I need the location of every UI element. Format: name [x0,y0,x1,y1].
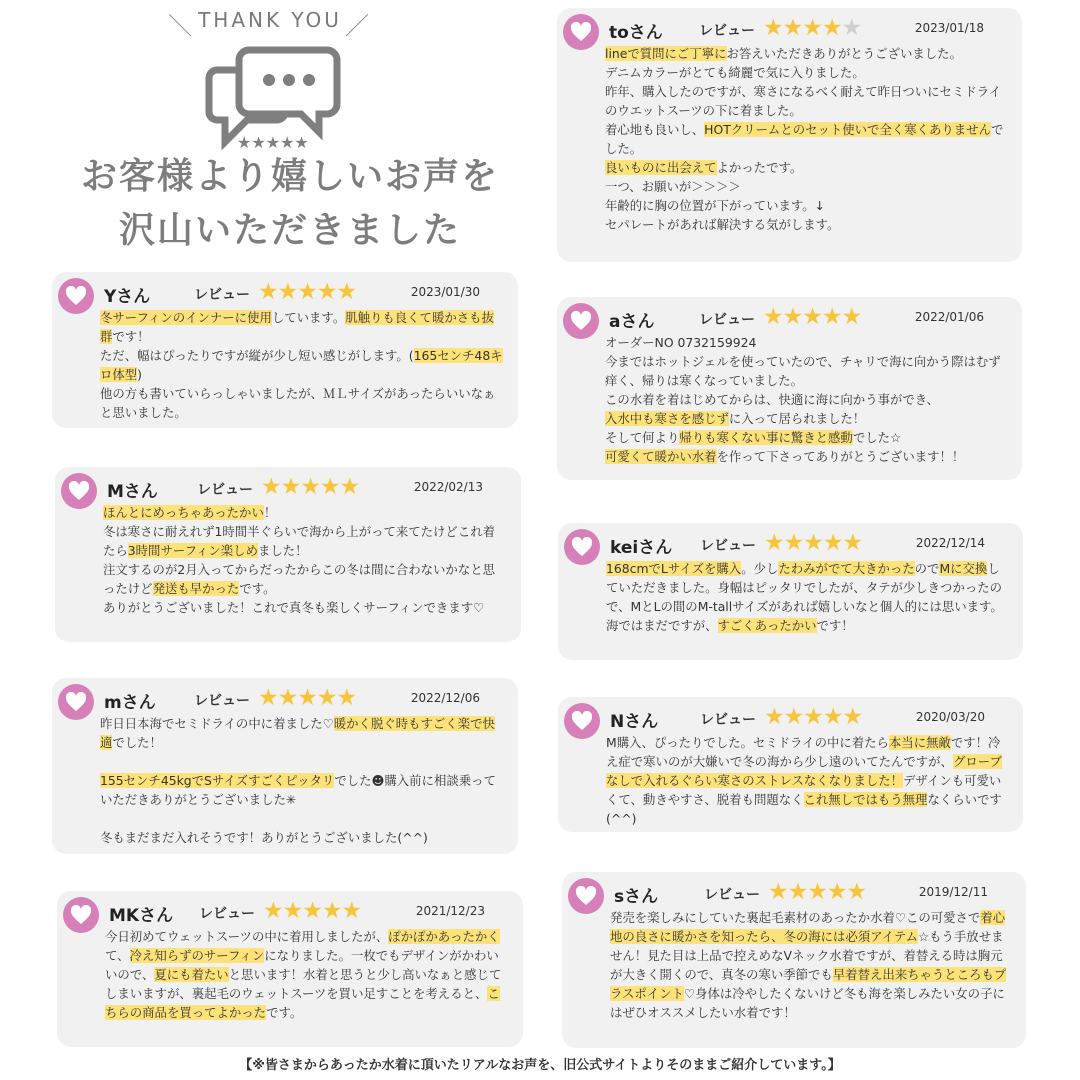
heart-icon [571,711,593,731]
text-segment: なくらいです(^^) [606,792,1002,826]
review-date: 2022/02/13 [413,480,483,494]
star-rating [768,880,866,904]
text-segment: 今日初めてウェットスーツの中に着用しましたが、 [105,929,389,944]
text-segment: でした！ [112,735,162,750]
heart-icon [70,905,92,925]
highlighted-text: 夏にも着たい [154,967,229,982]
highlighted-text: たわみがでて大きかった [778,561,915,576]
star-filled-icon: ★ [822,704,843,730]
text-segment: M購入、ぴったりでした。セミドライの中に着たら [606,735,889,750]
star-rating [261,475,359,499]
text-segment: ました！ 注文するのが2月入ってからだったからこの冬は間に合わないかなと思ったけど [103,543,495,596]
star-rating [764,705,862,729]
star-filled-icon: ★ [763,15,783,41]
highlighted-text: 着心地の良さに暖かさを知ったら、冬の海には必須アイテム [610,910,1006,944]
heart-icon [575,886,597,906]
review-label: レビュー [704,887,760,903]
star-filled-icon: ★ [277,279,298,305]
star-filled-icon: ★ [802,304,822,330]
highlighted-text: グローブなしで入れるぐらい寒さのストレスなくなりました！ [606,754,1002,788]
avatar [564,703,600,739]
review-card [558,697,1023,832]
text-segment: ！ 冬は寒さに耐えれず1時間半ぐらいで海から上がって来てたけどこれ着たら [103,505,495,558]
review-text [606,559,1009,635]
star-filled-icon: ★ [807,879,827,905]
highlighted-text: こちらの商品を買ってよかった [105,986,500,1020]
reviewer-name: toさん [609,23,663,43]
text-segment: していただきました。身幅はピッタリでしたが、タテが少しきつかったので、MとLの間のM-tallサイズがあれば嬉しいなと個人的には思います。海ではまだですが、 [606,561,1003,633]
review-text [605,44,1008,234]
footer-note: 【※皆さまからあったか水着に頂いたリアルなお声を、旧公式サイトよりそのままご紹介しています。】 [239,1058,841,1073]
review-date: 2019/12/11 [918,885,988,899]
text-segment: でした☻購入前に相談乗っていただきありがとうございました✳ 冬もまだまだ入れそうです！ありがとうございました(^^) [100,773,496,845]
slash-left-icon: ＼ [168,12,195,40]
review-label: レビュー [197,482,253,498]
star-rating [764,531,862,555]
star-filled-icon: ★ [782,15,803,41]
avatar [58,278,94,314]
review-text [105,927,509,1022]
star-filled-icon: ★ [763,304,783,330]
highlighted-text: 本当に無敵 [888,735,951,750]
highlighted-text: 暖かく脱ぐ時もすごく楽で快適 [100,716,495,750]
review-label: レビュー [699,23,755,39]
star-rating [763,16,861,40]
reviewer-name: mさん [104,693,156,713]
review-label: レビュー [194,693,250,709]
review-label: レビュー [194,287,250,303]
review-label: レビュー [700,538,756,554]
avatar [563,303,599,339]
slash-right-icon: ／ [345,12,372,40]
star-filled-icon: ★ [263,898,283,924]
avatar [61,473,97,509]
review-date: 2022/01/06 [914,310,984,324]
text-segment: ) 他の方も書いていらっしゃいましたが、ＭＬサイズがあったらいいなぁと思いました。 [100,367,496,420]
star-filled-icon: ★ [258,279,278,305]
star-filled-icon: ★ [341,898,362,924]
star-rating [763,305,861,329]
highlighted-text: 155センチ45kgでSサイズすごくピッタリ [100,773,335,788]
star-rating [258,280,356,304]
text-segment: デザインも可愛いくて、動きやすさ、脱着も問題なく [606,773,1002,807]
highlighted-text: 3時間サーフィン楽しめ [127,543,258,558]
review-date: 2021/12/23 [415,904,485,918]
review-card [57,891,523,1047]
review-date: 2023/01/18 [914,21,984,35]
star-filled-icon: ★ [783,704,804,730]
text-segment: よかったです。 一つ、お願いが＞＞＞＞ 年齢的に胸の位置が下がっています。↓ セパレートがあれば解決する気がします。 [605,160,840,232]
review-text [610,908,1012,1022]
highlighted-text: 帰りも寒くない事に驚きと感動 [679,430,853,445]
text-segment: です。 ありがとうございました！これで真冬も楽しくサーフィンできます♡ [103,581,485,615]
highlighted-text: 165センチ48キロ体型 [100,348,503,382]
star-filled-icon: ★ [297,279,317,305]
review-card [558,523,1023,660]
highlighted-text: 冬サーフィンのインナーに使用 [100,310,272,325]
highlighted-text: 冷え知らずのサーフィン [129,948,265,963]
star-filled-icon: ★ [782,304,803,330]
highlighted-text: これ無しではもう無理 [803,792,928,807]
avatar [564,529,600,565]
star-filled-icon: ★ [803,704,823,730]
review-text [103,503,507,617]
star-empty-icon: ★ [841,15,862,41]
star-filled-icon: ★ [297,685,317,711]
star-filled-icon: ★ [764,704,784,730]
heart-icon [65,286,87,306]
star-filled-icon: ★ [821,15,842,41]
star-filled-icon: ★ [826,879,847,905]
reviewer-name: aさん [609,312,655,332]
highlighted-text: lineで質問にご丁寧に [605,46,727,61]
star-filled-icon: ★ [787,879,808,905]
star-filled-icon: ★ [764,530,784,556]
heart-icon [570,22,592,42]
highlighted-text: 肌触りも良くて暖かさも抜群 [100,310,494,344]
review-date: 2020/03/20 [915,710,985,724]
review-text [605,333,1008,466]
text-segment: でした☆ [852,430,902,445]
review-text [606,733,1009,828]
star-filled-icon: ★ [336,685,357,711]
highlighted-text: Mに交換 [939,561,988,576]
review-card [55,467,521,642]
reviewer-name: sさん [614,887,659,907]
heart-icon [571,537,593,557]
heart-icon [68,481,90,501]
text-segment: 昨日日本海でセミドライの中に着ました♡ [100,716,334,731]
text-segment: オーダーNO 0732159924 今まではホットジェルを使っていたので、チャリで海に向かう際はむず痒く、帰りは寒くなっていました。 この水着を着はじめてからは、快適に海に向かう事ができ、 [605,335,1001,407]
highlighted-text: HOTクリームとのセット使いで全く寒くありません [704,122,991,137]
thank-you-text: THANK YOU [198,8,342,32]
text-segment: 。少し [741,561,779,576]
star-filled-icon: ★ [316,279,337,305]
star-filled-icon: ★ [277,685,298,711]
star-filled-icon: ★ [339,474,360,500]
star-filled-icon: ★ [319,474,340,500]
highlighted-text: 良いものに出会えて [605,160,717,175]
review-date: 2023/01/30 [410,285,480,299]
review-label: レビュー [199,906,255,922]
text-segment: に入って居られました！ そして何より [605,411,866,445]
review-card [562,872,1026,1048]
star-filled-icon: ★ [282,898,303,924]
star-filled-icon: ★ [783,530,804,556]
review-card [52,272,518,428]
highlighted-text: ほんとにめっちゃあったかい [103,505,264,520]
star-rating [263,899,361,923]
avatar [58,684,94,720]
star-filled-icon: ★ [822,530,843,556]
avatar [63,897,99,933]
speech-bubble-icon [205,42,345,152]
review-card [557,297,1022,480]
review-text [100,308,504,422]
star-rating [258,686,356,710]
reviewer-name: Nさん [610,712,659,732]
review-label: レビュー [700,712,756,728]
highlighted-text: 入水中も寒さを感じず [605,411,729,426]
review-date: 2022/12/06 [410,691,480,705]
review-card [557,8,1022,262]
avatar [563,14,599,50]
review-label: レビュー [699,312,755,328]
thank-you-heading [168,8,372,40]
text-segment: です！冷え症で寒いのが大嫌いで冬の海から少し遠のいてたんですが、 [606,735,1001,769]
star-filled-icon: ★ [261,474,281,500]
reviewer-name: Mさん [107,482,158,502]
review-card [52,678,518,854]
text-segment: を作って下さってありがとうございます！！ [716,449,965,464]
star-filled-icon: ★ [803,530,823,556]
star-filled-icon: ★ [821,304,842,330]
review-text [100,714,504,847]
star-filled-icon: ★ [336,279,357,305]
star-filled-icon: ★ [302,898,322,924]
highlighted-text: 168cmでLサイズを購入 [606,561,742,576]
heart-icon [570,311,592,331]
highlighted-text: ぽかぽかあったかく [388,929,500,944]
reviewer-name: keiさん [610,538,673,558]
heart-icon [65,692,87,712]
highlighted-text: 発送も早かった [152,581,240,596]
text-segment: お答えいただきありがとうございました。 デニムカラーがとても綺麗で気に入りました。 昨年、購入したのですが、寒さになるべく耐えて昨日ついにセミドライのウエットスーツの下に着ました。 着心地も良いし、 [605,46,1002,137]
text-segment: ので [914,561,940,576]
highlighted-text: すごくあったかい [717,618,817,633]
star-filled-icon: ★ [300,474,320,500]
star-filled-icon: ★ [841,304,862,330]
headline-line-1: お客様より嬉しいお声を [80,156,499,197]
star-filled-icon: ★ [280,474,301,500]
star-filled-icon: ★ [321,898,342,924]
reviewer-name: MKさん [109,906,174,926]
text-segment: でした。 [605,122,1004,156]
headline [50,150,530,258]
text-segment: です。 [266,1005,303,1020]
star-filled-icon: ★ [802,15,822,41]
text-segment: です！ [816,618,854,633]
text-segment: と思います！水着と思うと少し高いなぁと感じてしまいますが、裏起毛のウェットスーツを買い足すことを考えると、 [105,967,502,1001]
star-filled-icon: ★ [258,685,278,711]
headline-line-2: 沢山いただきました [118,210,461,251]
star-filled-icon: ★ [316,685,337,711]
text-segment: 発売を楽しみにしていた裏起毛素材のあったか水着♡この可愛さで [610,910,981,925]
highlighted-text: 可愛くて暖かい水着 [605,449,717,464]
star-filled-icon: ★ [846,879,867,905]
highlighted-text: 早着替え出来ちゃうところもプラスポイント [610,967,1007,1001]
text-segment: です！ ただ、幅はぴったりですが縦が少し短い感じがします。( [100,329,414,363]
avatar [568,878,604,914]
text-segment: になりました。一枚でもデザインがかわいいので、 [105,948,499,982]
star-filled-icon: ★ [768,879,788,905]
star-filled-icon: ★ [842,530,863,556]
text-segment: て、 [105,948,130,963]
reviewer-name: Yさん [104,287,151,307]
review-date: 2022/12/14 [915,536,985,550]
text-segment: ♡身体は冷やしたくないけど冬も海を楽しみたい女の子にはぜひオススメしたい水着です！ [610,986,1005,1020]
text-segment: しています。 [271,310,346,325]
svg-text:★★★★★: ★★★★★ [237,133,309,152]
star-filled-icon: ★ [842,704,863,730]
text-segment: ☆もう手放せません！見た目は上品で控えめなVネック水着ですが、着替える時は胸元が大きく開くので、真冬の寒い季節でも [610,929,1004,982]
